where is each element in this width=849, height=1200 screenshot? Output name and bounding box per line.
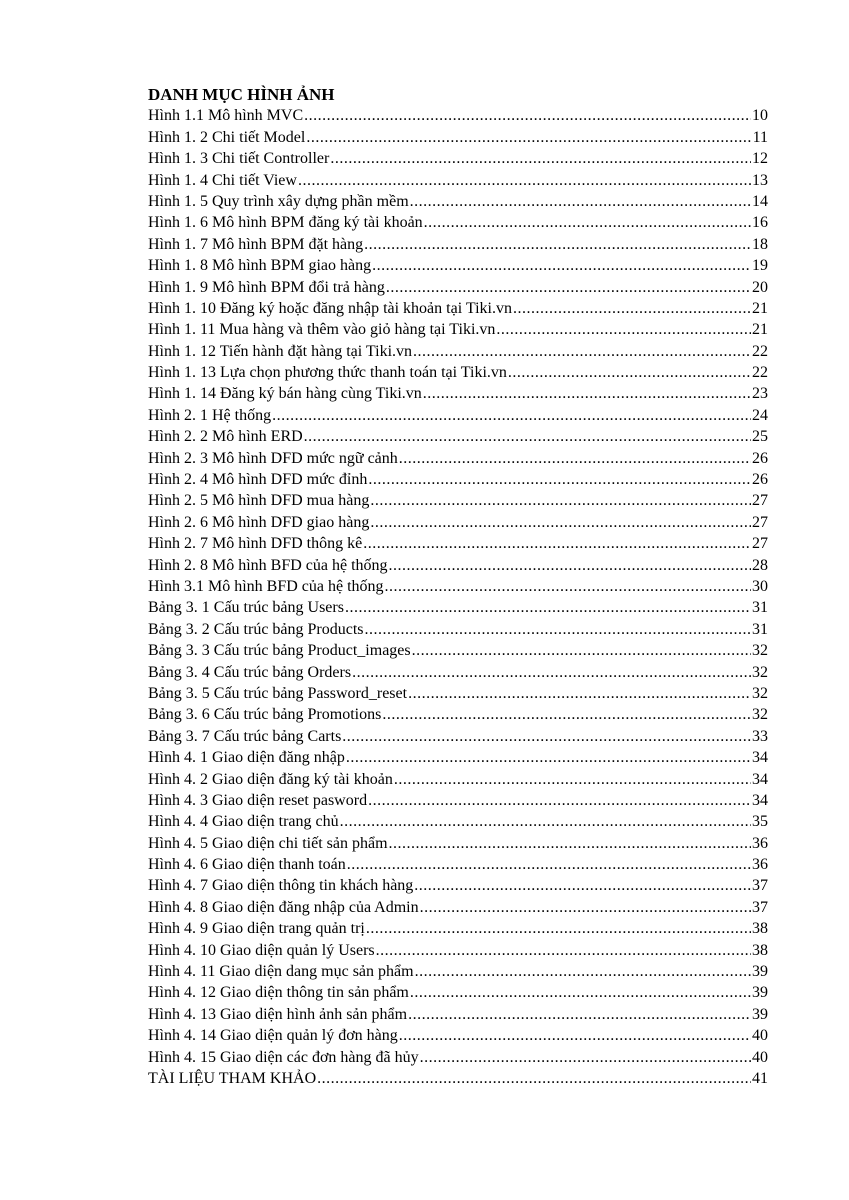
toc-page-number: 27	[752, 513, 768, 531]
toc-entry-label: Bảng 3. 6 Cấu trúc bảng Promotions	[148, 706, 382, 724]
toc-entry-label: Hình 1. 11 Mua hàng và thêm vào giỏ hàng tại Tiki.vn	[148, 321, 496, 339]
toc-entry-label: Bảng 3. 5 Cấu trúc bảng Password_reset	[148, 684, 408, 702]
toc-dot-leader	[408, 683, 751, 704]
toc-page-number: 13	[752, 171, 768, 189]
toc-page-number: 28	[752, 556, 768, 574]
toc-dot-leader	[376, 940, 751, 961]
toc-entry	[148, 961, 768, 982]
toc-page-number: 26	[752, 471, 768, 489]
toc-dot-leader	[342, 726, 751, 747]
toc-dot-leader	[496, 319, 751, 340]
toc-dot-leader	[272, 405, 751, 426]
toc-entry-label: Hình 1. 8 Mô hình BPM giao hàng	[148, 257, 372, 275]
toc-entry-label: Hình 2. 1 Hệ thống	[148, 406, 272, 424]
toc-dot-leader	[372, 255, 751, 276]
toc-dot-leader	[410, 982, 751, 1003]
toc-entry-label: Hình 1. 4 Chi tiết View	[148, 171, 297, 189]
toc-page-number: 34	[752, 791, 768, 809]
toc-page-number: 36	[752, 856, 768, 874]
toc-dot-leader	[386, 277, 751, 298]
toc-dot-leader	[304, 426, 751, 447]
toc-dot-leader	[352, 662, 751, 683]
toc-dot-leader	[414, 875, 751, 896]
toc-page-number: 16	[752, 214, 768, 232]
toc-entry	[148, 448, 768, 469]
toc-entry	[148, 533, 768, 554]
toc-entry-label: Bảng 3. 7 Cấu trúc bảng Carts	[148, 727, 342, 745]
toc-entry-label: Hình 4. 10 Giao diện quản lý Users	[148, 941, 375, 959]
toc-entry-label: Hình 4. 6 Giao diện thanh toán	[148, 856, 346, 874]
toc-dot-leader	[420, 897, 751, 918]
toc-entry-label: Hình 3.1 Mô hình BFD của hệ thống	[148, 577, 384, 595]
toc-entry	[148, 811, 768, 832]
toc-dot-leader	[399, 1025, 751, 1046]
toc-page-number: 10	[752, 107, 768, 125]
toc-page-number: 34	[752, 770, 768, 788]
toc-entry	[148, 362, 768, 383]
toc-dot-leader	[415, 961, 751, 982]
toc-entry	[148, 255, 768, 276]
toc-dot-leader	[304, 105, 751, 126]
toc-entry	[148, 298, 768, 319]
toc-entry-label: Hình 1. 6 Mô hình BPM đăng ký tài khoản	[148, 214, 423, 232]
toc-dot-leader	[366, 918, 751, 939]
toc-entry-label: Hình 4. 5 Giao diện chi tiết sản phẩm	[148, 834, 388, 852]
toc-entry	[148, 726, 768, 747]
toc-entry	[148, 897, 768, 918]
toc-entry-label: Hình 4. 1 Giao diện đăng nhập	[148, 749, 345, 767]
toc-dot-leader	[389, 833, 751, 854]
toc-page-number: 21	[752, 321, 768, 339]
toc-entry	[148, 576, 768, 597]
toc-page-number: 38	[752, 941, 768, 959]
toc-page-number: 22	[752, 364, 768, 382]
toc-dot-leader	[368, 790, 751, 811]
toc-dot-leader	[298, 170, 751, 191]
toc-entry	[148, 148, 768, 169]
toc-page-number: 37	[752, 898, 768, 916]
toc-dot-leader	[347, 854, 751, 875]
toc-entry	[148, 212, 768, 233]
toc-dot-leader	[513, 298, 751, 319]
toc-entry	[148, 982, 768, 1003]
toc-entry-label: Hình 4. 15 Giao diện các đơn hàng đã hủy	[148, 1048, 419, 1066]
toc-entry	[148, 640, 768, 661]
toc-entry-label: Hình 4. 3 Giao diện reset pasword	[148, 791, 368, 809]
page-title: DANH MỤC HÌNH ẢNH	[148, 85, 335, 104]
toc-page-number: 30	[752, 577, 768, 595]
toc-entry-label: Hình 2. 5 Mô hình DFD mua hàng	[148, 492, 370, 510]
toc-entry	[148, 854, 768, 875]
toc-entry-label: Hình 1. 10 Đăng ký hoặc đăng nhập tài khoản tại Tiki.vn	[148, 299, 512, 317]
toc-entry-label: Hình 4. 11 Giao diện dang mục sản phẩm	[148, 963, 414, 981]
toc-entry	[148, 1068, 768, 1089]
toc-entry-label: Hình 2. 6 Mô hình DFD giao hàng	[148, 513, 370, 531]
toc-dot-leader	[382, 704, 751, 725]
toc-entry	[148, 790, 768, 811]
toc-entry-label: Hình 2. 7 Mô hình DFD thông kê	[148, 535, 363, 553]
toc-entry-label: Hình 1. 13 Lựa chọn phương thức thanh toán tại Tiki.vn	[148, 364, 507, 382]
toc-page-number: 38	[752, 920, 768, 938]
toc-entry	[148, 1047, 768, 1068]
toc-entry	[148, 383, 768, 404]
toc-dot-leader	[423, 383, 751, 404]
toc-entry	[148, 490, 768, 511]
toc-entry-label: Bảng 3. 4 Cấu trúc bảng Orders	[148, 663, 352, 681]
toc-entry	[148, 619, 768, 640]
toc-entry-label: Hình 1. 2 Chi tiết Model	[148, 128, 306, 146]
toc-entry-label: Hình 4. 12 Giao diện thông tin sản phẩm	[148, 984, 409, 1002]
toc-dot-leader	[385, 576, 751, 597]
toc-page-number: 18	[752, 235, 768, 253]
toc-entry	[148, 683, 768, 704]
toc-entry	[148, 555, 768, 576]
toc-page-number: 31	[752, 599, 768, 617]
toc-dot-leader	[508, 362, 751, 383]
toc-page-number: 35	[752, 813, 768, 831]
toc-dot-leader	[412, 640, 751, 661]
toc-page-number: 23	[752, 385, 768, 403]
toc-entry	[148, 469, 768, 490]
toc-entry-label: Hình 4. 2 Giao diện đăng ký tài khoản	[148, 770, 393, 788]
toc-entry	[148, 940, 768, 961]
toc-entry-label: Bảng 3. 3 Cấu trúc bảng Product_images	[148, 642, 411, 660]
toc-entry	[148, 277, 768, 298]
toc-dot-leader	[368, 469, 751, 490]
toc-page-number: 27	[752, 492, 768, 510]
toc-entry	[148, 597, 768, 618]
toc-entry-label: Bảng 3. 2 Cấu trúc bảng Products	[148, 620, 364, 638]
toc-dot-leader	[394, 769, 751, 790]
toc-page-number: 11	[752, 128, 768, 146]
figure-list	[148, 105, 768, 1089]
toc-page-number: 27	[752, 535, 768, 553]
toc-dot-leader	[389, 555, 751, 576]
document-page	[148, 84, 768, 1089]
toc-entry-label: Hình 4. 9 Giao diện trang quản trị	[148, 920, 365, 938]
toc-entry	[148, 747, 768, 768]
toc-entry	[148, 319, 768, 340]
toc-entry-label: Hình 4. 14 Giao diện quản lý đơn hàng	[148, 1027, 398, 1045]
toc-entry	[148, 405, 768, 426]
toc-dot-leader	[370, 490, 751, 511]
toc-entry	[148, 191, 768, 212]
toc-entry-label: Hình 2. 8 Mô hình BFD của hệ thống	[148, 556, 388, 574]
toc-entry-label: Hình 2. 3 Mô hình DFD mức ngữ cảnh	[148, 449, 398, 467]
toc-entry-label: Hình 1. 5 Quy trình xây dựng phần mềm	[148, 192, 409, 210]
toc-entry-label: Hình 1.1 Mô hình MVC	[148, 107, 304, 125]
toc-entry-label: Hình 4. 8 Giao diện đăng nhập của Admin	[148, 898, 419, 916]
toc-entry-label: Hình 1. 14 Đăng ký bán hàng cùng Tiki.vn	[148, 385, 422, 403]
toc-page-number: 40	[752, 1027, 768, 1045]
toc-entry	[148, 512, 768, 533]
toc-entry	[148, 341, 768, 362]
toc-page-number: 33	[752, 727, 768, 745]
toc-dot-leader	[410, 191, 751, 212]
toc-page-number: 32	[752, 663, 768, 681]
toc-dot-leader	[345, 597, 751, 618]
toc-dot-leader	[399, 448, 751, 469]
toc-page-number: 32	[752, 642, 768, 660]
toc-dot-leader	[364, 234, 751, 255]
toc-page-number: 31	[752, 620, 768, 638]
toc-dot-leader	[370, 512, 751, 533]
toc-entry-label: Hình 1. 3 Chi tiết Controller	[148, 150, 330, 168]
toc-entry	[148, 105, 768, 126]
toc-dot-leader	[317, 1068, 751, 1089]
toc-page-number: 39	[752, 1005, 768, 1023]
toc-entry	[148, 170, 768, 191]
toc-entry	[148, 1004, 768, 1025]
toc-page-number: 32	[752, 706, 768, 724]
toc-entry	[148, 1025, 768, 1046]
toc-dot-leader	[408, 1004, 751, 1025]
toc-page-number: 22	[752, 342, 768, 360]
toc-entry	[148, 234, 768, 255]
toc-entry	[148, 704, 768, 725]
toc-page-number: 24	[752, 406, 768, 424]
toc-entry	[148, 662, 768, 683]
toc-entry	[148, 426, 768, 447]
toc-entry-label: Hình 1. 7 Mô hình BPM đặt hàng	[148, 235, 364, 253]
toc-page-number: 36	[752, 834, 768, 852]
toc-page-number: 12	[752, 150, 768, 168]
toc-page-number: 41	[752, 1069, 768, 1087]
toc-entry-label: Hình 4. 7 Giao diện thông tin khách hàng	[148, 877, 414, 895]
toc-entry	[148, 833, 768, 854]
toc-entry	[148, 769, 768, 790]
toc-page-number: 39	[752, 984, 768, 1002]
toc-entry-label: Hình 1. 9 Mô hình BPM đổi trả hàng	[148, 278, 385, 296]
toc-page-number: 32	[752, 684, 768, 702]
toc-entry-label: Hình 2. 2 Mô hình ERD	[148, 428, 303, 446]
toc-dot-leader	[306, 127, 751, 148]
toc-dot-leader	[365, 619, 751, 640]
toc-entry-label: TÀI LIỆU THAM KHẢO	[148, 1069, 317, 1087]
toc-entry	[148, 127, 768, 148]
toc-dot-leader	[420, 1047, 751, 1068]
toc-page-number: 14	[752, 192, 768, 210]
toc-dot-leader	[424, 212, 751, 233]
toc-page-number: 40	[752, 1048, 768, 1066]
toc-page-number: 21	[752, 299, 768, 317]
toc-dot-leader	[363, 533, 751, 554]
toc-dot-leader	[330, 148, 751, 169]
toc-page-number: 25	[752, 428, 768, 446]
toc-dot-leader	[346, 747, 751, 768]
toc-page-number: 19	[752, 257, 768, 275]
toc-entry-label: Hình 2. 4 Mô hình DFD mức đỉnh	[148, 471, 368, 489]
toc-page-number: 20	[752, 278, 768, 296]
toc-entry-label: Bảng 3. 1 Cấu trúc bảng Users	[148, 599, 344, 617]
toc-page-number: 39	[752, 963, 768, 981]
toc-page-number: 26	[752, 449, 768, 467]
toc-dot-leader	[340, 811, 751, 832]
toc-entry-label: Hình 4. 13 Giao diện hình ảnh sản phẩm	[148, 1005, 408, 1023]
toc-page-number: 34	[752, 749, 768, 767]
toc-page-number: 37	[752, 877, 768, 895]
toc-entry-label: Hình 4. 4 Giao diện trang chủ	[148, 813, 339, 831]
toc-dot-leader	[413, 341, 751, 362]
toc-entry-label: Hình 1. 12 Tiến hành đặt hàng tại Tiki.vn	[148, 342, 413, 360]
toc-entry	[148, 918, 768, 939]
toc-entry	[148, 875, 768, 896]
